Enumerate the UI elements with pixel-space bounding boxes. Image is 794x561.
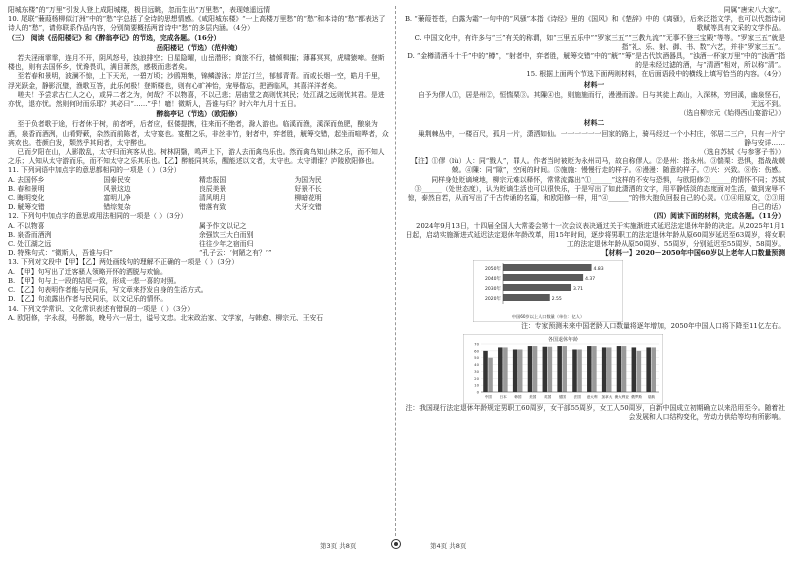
q14-option-a: A. 欧阳修，字永叔，号醉翁，晚号六一居士，谥号文忠。北宋政治家、文学家，与韩愈、柳宗元、王安石 — [8, 313, 324, 322]
chart-1-value-label: 3.71 — [573, 287, 584, 293]
question-10: 10. 尾联“蒹葭杨柳似汀洲”中的“愁”字总括了全诗的思想情感。《咸阳城东楼》“一上高楼万里愁”的“愁”和本诗的“愁”都表达了诗人的“愁”，请你联系作品内容，分别简要概括两首诗中“愁”的多层内涵。（4分） — [8, 15, 386, 33]
chart-2-bar — [562, 346, 567, 392]
chart-2-note: 注：我国现行法定退休年龄规定男职工60周岁，女干部55周岁，女工人50周岁，自新中国成立初期确立以来沿用至今。随着社会发展和人口结构变化，劳动力供给等均有所影响。 — [405, 403, 785, 421]
question-13: 13. 下列对文段中【甲】【乙】两处画线句的理解不正确的一项是（ ）（3分） — [8, 258, 239, 267]
q13-option: B. 【甲】句与上一段的结尾一致，形成一悲一喜的对照。 — [8, 276, 181, 285]
page-number-right: 第4页 共8页 — [430, 542, 467, 550]
chart-1-bar — [503, 294, 550, 301]
right-page — [403, 6, 785, 534]
q11-option: A. 去国怀乡 — [8, 175, 45, 184]
chart-2-bar — [646, 347, 651, 392]
chart-2-bar — [602, 347, 607, 392]
chart-1-value-label: 2.55 — [551, 297, 562, 303]
chart-1-category-label: 2040年 — [485, 277, 501, 283]
q11-option: 错综复杂 — [103, 203, 131, 212]
q14-option-a-continued: 同属“唐宋八大家”。 — [723, 6, 785, 14]
chart-2-bar — [513, 349, 518, 392]
question-12: 12. 下列句中加点字的意思或用法相同的一项是（ ）（3分） — [8, 212, 188, 221]
chart-2-bar — [483, 351, 488, 392]
zuiwengting-paragraph-2: 已而夕阳在山，人影散乱，太守归而宾客从也。树林阴翳，鸣声上下，游人去而禽鸟乐也。然而禽鸟知山林之乐，而不知人之乐；人知从太守游而乐，而不知太守之乐其乐也。【乙】醉能同其乐，醒能述以文者，太守也。太守谓谁？庐陵欧阳修也。 — [8, 148, 385, 166]
left-page — [8, 6, 390, 534]
q12-option: 往往少年之宿而归 — [199, 240, 254, 249]
question-15-text: 同样身处贬谪境地，柳宗元难以释怀，常常流露出“①______”这样的不安与恐惧，与欧阳修②______的情怀不同；苏轼③______（处世态度），认为贬谪生活也可以很快乐，于是写出了如此潇洒的文字，用平静恬淡的态度面对生活，做到宠辱不惊，泰然自若，从而写出了千古传诵的名篇，和欧阳修一样，用“④______”的伟大抱负回报自己的心灵。（①④用原文，②③用自己的话） — [407, 175, 785, 212]
chart-2-category-label: 俄罗斯 — [631, 394, 642, 399]
chart-2-bar — [557, 346, 562, 392]
q11-option: 柳暗花明 — [294, 194, 322, 203]
population-forecast-chart — [473, 260, 623, 322]
material-chart-caption: 【材料一】2020－2050年中国60岁以上老年人口数量预测 — [601, 249, 785, 258]
question-15: 15. 根据上面两个节选下面两则材料，在后面语段中的横线上填写恰当的内容。（4分） — [526, 70, 785, 79]
chart-1-value-label: 4.83 — [593, 267, 604, 273]
section-3-heading: （三） 阅读《岳阳楼记》和《醉翁亭记》的节选，完成各题。（16分） — [8, 33, 221, 42]
chart-2-tick-label: 30 — [474, 368, 479, 374]
chart-1-bar — [503, 284, 571, 291]
chart-2-bar — [607, 347, 612, 392]
q13-option: D. 【乙】句流露出作者与民同乐，以文记乐的情怀。 — [8, 295, 168, 304]
chart-1-bar — [503, 264, 592, 271]
q11-option: D. 觥筹交错 — [8, 203, 45, 212]
chart-2-bar — [572, 349, 577, 392]
material-2-title: 材料二 — [583, 119, 605, 128]
zuiwengting-paragraph-1: 至于负者歌于途，行者休于树，前者呼，后者应，伛偻提携，往来而不绝者，滁人游也。临溪而渔，溪深而鱼肥，酿泉为酒，泉香而酒洌，山肴野蔌，杂然而前陈者，太守宴也。宴酣之乐，非丝非竹，射者中，弈者胜，觥筹交错，起坐而喧哗者，众宾欢也。苍颜白发，颓然乎其间者，太守醉也。 — [8, 120, 389, 147]
q11-option: 为国为民 — [294, 175, 322, 184]
q12-option: 余强饮三大白而别 — [199, 230, 254, 239]
chart-2-bar — [498, 347, 503, 392]
chart-1-category-label: 2020年 — [485, 297, 501, 303]
material-1-source: （选自柳宗元《始得西山宴游记》） — [679, 109, 785, 118]
q11-option: 错落有致 — [199, 203, 227, 212]
chart-2-bar — [617, 346, 622, 392]
chart-2-category-label: 韩国 — [514, 394, 522, 399]
column-divider — [395, 6, 397, 536]
chart-2-category-label: 意大利 — [586, 394, 598, 399]
section-4-paragraph: 2024年9月13日，十四届全国人大常委会第十一次会议表决通过关于实施渐进式延迟法定退休年龄的决定。从2025年1月1日起，启动实施渐进式延迟法定退休年龄改革，用15年时间，逐步将男职工的法定退休年龄从原60周岁延迟至63周岁，将女职工的法定退休年龄从原50周岁、55周岁，分别延迟至55周岁、58周岁。 — [405, 221, 785, 249]
chart-1-xlabel: 中国60岁以上人口数量（单位：亿人） — [511, 314, 585, 320]
q13-option: A. 【甲】句写出了迁客骚人领略开怀的洒脱与欢愉。 — [8, 267, 167, 276]
section-4-heading: （四）阅读下面的材料，完成各题。（11分） — [649, 212, 785, 221]
chart-2-tick-label: 50 — [474, 354, 479, 360]
chart-1-note: 注：专家预测未来中国老龄人口数量将逐年增加，2050年中国人口将下降至11亿左右。 — [521, 322, 785, 331]
yueyanglou-paragraph-3: 嗟夫！予尝求古仁人之心，或异二者之为，何哉？不以物喜，不以己悲；居庙堂之高则忧其民；处江湖之远则忧其君。是进亦忧，退亦忧。然则何时而乐耶？其必曰“……”乎！噫！微斯人，吾谁与归？时六年九月十五日。 — [8, 90, 385, 109]
chart-2-tick-label: 10 — [474, 382, 479, 388]
chart-2-category-label: 德国 — [558, 394, 567, 399]
retirement-age-chart — [463, 334, 663, 404]
chart-2-bar — [651, 347, 656, 392]
chart-2-bar — [518, 349, 523, 392]
chart-2-bar — [577, 349, 582, 392]
chart-1-value-label: 4.37 — [585, 277, 596, 283]
chart-1-bar — [503, 274, 583, 281]
q11-option: 国泰民安 — [103, 175, 131, 184]
chart-2-category-label: 日本 — [499, 394, 507, 399]
q11-option: 清风明月 — [199, 194, 227, 203]
chart-2-category-label: 法国 — [573, 394, 581, 399]
chart-1-category-label: 2030年 — [485, 287, 501, 293]
chart-2-tick-label: 20 — [474, 375, 479, 381]
q11-option: 富明儿净 — [103, 194, 131, 203]
chart-2-bar — [622, 346, 627, 392]
yueyanglou-title: 岳阳楼记（节选）（范仲淹） — [156, 43, 242, 52]
q12-option: “孔子云：‘何陋之有？’” — [199, 249, 272, 258]
chart-2-tick-label: 0 — [476, 389, 479, 395]
q11-option: 犬牙交错 — [294, 203, 322, 212]
material-2-source: （选自苏轼《与参寥子书》） — [700, 148, 785, 157]
yueyanglou-paragraph-1: 若夫淫雨霏霏，连月不开，阴风怒号，浊浪排空；日星隐曜，山岳潜形；商旅不行，樯倾楫摧；薄暮冥冥，虎啸猿啼。登斯楼也，则有去国怀乡，忧谗畏讥，满目萧然，感极而悲者矣。 — [8, 54, 385, 72]
chart-2-bar — [637, 351, 642, 392]
annotation-note: 【注】①僇（lù）人：同“戮人”，罪人。作者当时被贬为永州司马，故自称僇人。②是州：指永州。③惴栗：恐惧，指战战兢兢。④隟：同“隙”，空闲的时间。⑤施施：慢慢行走的样子。⑥漫漫：随意的样子。⑦兴：兴致。⑧伤：伤感。 — [411, 157, 785, 175]
page-number-left: 第3页 共8页 — [320, 542, 357, 550]
chart-2-bar — [488, 357, 493, 391]
question-11: 11. 下列词语中加点字的意思都相同的一项是（ ）（3分） — [8, 166, 181, 175]
chart-2-tick-label: 70 — [474, 341, 479, 347]
q14-option-c: C. 中国文化中，有许多与“三”有关的称谓，如“三里五乐中”“罗家三五”“三教九流”“无事不登三宝殿”等等。“罗家三五”就是指“礼、乐、射、御、书、数”六艺，并非“罗家三五”。 — [414, 33, 785, 51]
chart-2-category-label: 美国 — [529, 394, 537, 399]
q11-option: 精忠报国 — [199, 175, 227, 184]
chart-2-bar — [548, 346, 553, 391]
chart-2-category-label: 中国 — [484, 394, 492, 399]
chart-2-bar — [592, 346, 597, 392]
question-12-options — [8, 222, 390, 259]
q13-option: C. 【乙】句表明作者能与民同乐，写文章来抒发自身的生活方式。 — [8, 286, 208, 295]
chart-2-category-label: 加拿大 — [601, 394, 613, 399]
q12-option: C. 处江湖之远 — [8, 240, 52, 249]
chart-2-bar — [533, 346, 538, 392]
chart-2-bar — [503, 347, 508, 392]
chart-2-tick-label: 60 — [474, 348, 479, 354]
q11-option: 风景这边 — [103, 184, 131, 193]
chart-1-category-label: 2050年 — [485, 267, 501, 273]
q12-option: 属予作文以记之 — [199, 221, 247, 230]
q14-option-d: D. “金樽清酒斗十千”中的“樽”，“射者中，弈者胜，觥筹交错”中的“觥”“筹”是古代饮酒器具，“浊酒一杯家万里”中的“浊酒”指的是未经过滤的酒，与“清酒”相对，所以称“清”。 — [407, 52, 785, 70]
q11-option: 良辰美景 — [199, 184, 227, 193]
q12-option: A. 不以物喜 — [8, 221, 45, 230]
zuiwengting-title: 醉翁亭记（节选）（欧阳修） — [156, 110, 242, 119]
intro-line: 阳城东楼”的“万里”引发人登上成阳城楼，极目远眺，忽而生出“万里愁”，表现她遥远情 — [8, 6, 271, 14]
question-14: 14. 下列文学常识、文化常识表述有错误的一项是（ ）（3分） — [8, 304, 194, 313]
chart-2-category-label: 澳大利亚 — [614, 394, 629, 399]
material-2-text: 巢荆棘丛中，一楼百尺，孤月一片，潇洒如仙。一一一一一一回家的路上，骑马经过一个小村庄，邻居二三户，只有一片宁静与安详…… — [417, 129, 785, 147]
chart-2-tick-label: 40 — [474, 361, 479, 367]
chart-2-category-label: 瑞典 — [647, 394, 656, 399]
chart-2-category-label: 英国 — [544, 394, 552, 399]
q11-option: B. 春和景明 — [8, 184, 45, 193]
q11-option: 好景不长 — [294, 184, 322, 193]
binding-hole-icon — [391, 539, 401, 549]
q12-option: B. 泉香而酒洌 — [8, 230, 52, 239]
q11-option: C. 晦明变化 — [8, 194, 45, 203]
chart-2-bar — [543, 346, 548, 391]
q14-option-b: B. “蒹葭苍苍，白露为霜”一句中的“风骚”本指《诗经》里的《国风》和《楚辞》中的《离骚》，后来泛指文学，也可以代指诗词歌赋等具有文采的文学作品。 — [404, 15, 785, 33]
material-1-title: 材料一 — [583, 80, 605, 89]
chart-2-bar — [632, 347, 637, 392]
q12-option: D. 特殊句式：“微斯人，吾谁与归” — [8, 249, 113, 258]
yueyanglou-paragraph-2: 至若春和景明，波澜不惊，上下天光，一碧万顷；沙鸥翔集，锦鳞游泳；岸芷汀兰，郁郁青青。而或长烟一空，皓月千里，浮光跃金，静影沉璧，渔歌互答，此乐何极！登斯楼也，则有心旷神怡，宠辱偕忘，把酒临风，其喜洋洋者矣。 — [8, 72, 385, 90]
question-11-options — [8, 176, 390, 213]
material-1-text: 自予为僇人①，居是州②，恒惴栗③。其隟④也，则施施而行，漫漫而游。日与其徒上高山，入深林，穷回溪，幽泉怪石，无远不到。 — [417, 90, 785, 109]
chart-2-title: 各国退休年龄 — [547, 336, 579, 343]
chart-2-bar — [587, 346, 592, 392]
chart-2-bar — [528, 346, 533, 392]
